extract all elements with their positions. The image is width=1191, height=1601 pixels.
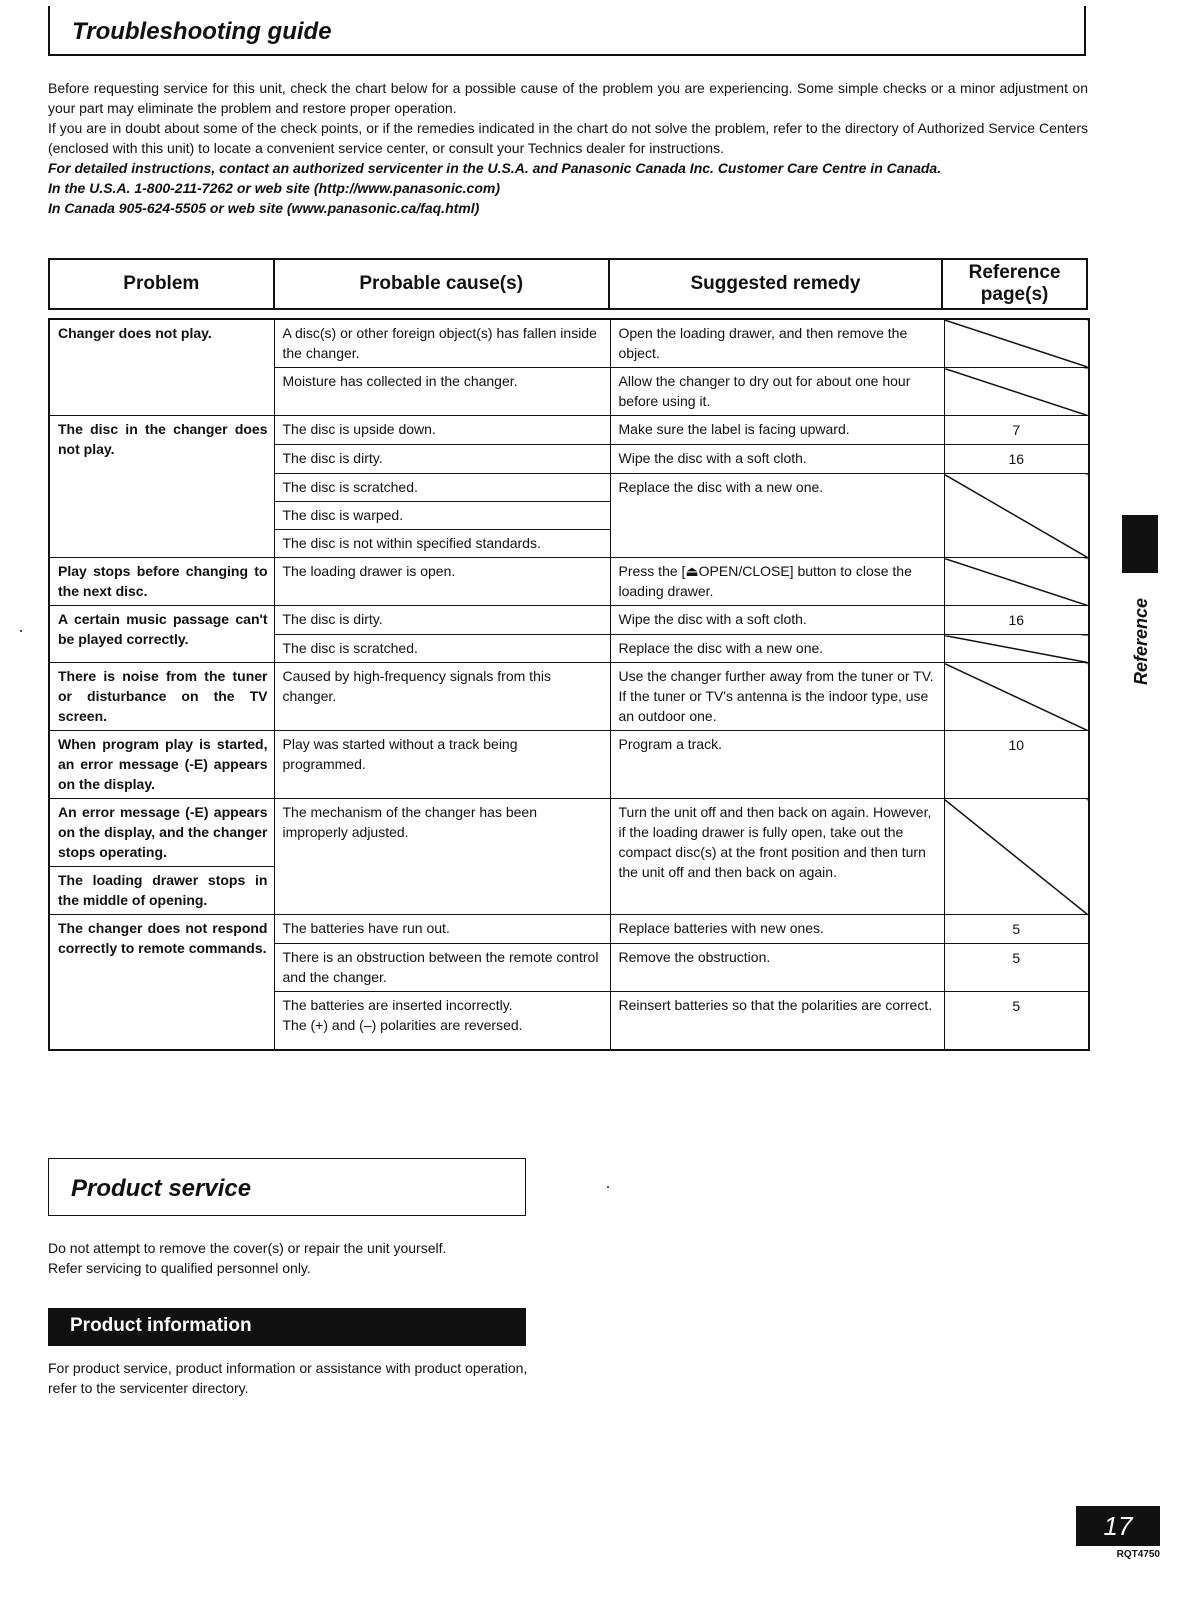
scan-dot <box>20 630 22 632</box>
section-tab-marker <box>1122 515 1158 573</box>
cause-cell: The loading drawer is open. <box>274 558 610 606</box>
reference-cell-empty <box>944 663 1089 731</box>
reference-cell-empty <box>944 558 1089 606</box>
cause-cell: Play was started without a track being programmed. <box>274 731 610 799</box>
cause-cell: The disc is upside down. <box>274 416 610 445</box>
service-line: Refer servicing to qualified personnel only. <box>48 1260 311 1276</box>
problem-cell: When program play is started, an error message (-E) appears on the display. <box>49 731 274 799</box>
intro-para-3: For detailed instructions, contact an authorized servicenter in the U.S.A. and Panasonic Canada Inc. Customer Care Centre in Canada. <box>48 160 942 176</box>
remedy-cell: Remove the obstruction. <box>610 944 944 992</box>
table-row <box>49 606 1089 635</box>
remedy-cell: Allow the changer to dry out for about one hour before using it. <box>610 368 944 416</box>
table-row <box>49 915 1089 944</box>
problem-cell: The disc in the changer does not play. <box>49 416 274 558</box>
document-code: RQT4750 <box>1116 1549 1160 1560</box>
remedy-line: Use the changer further away from the tuner or TV. <box>618 668 934 684</box>
reference-cell: 16 <box>944 606 1089 635</box>
product-service-title: Product service <box>71 1175 252 1202</box>
header-remedy: Suggested remedy <box>609 259 942 309</box>
service-line: Do not attempt to remove the cover(s) or repair the unit yourself. <box>48 1240 447 1256</box>
reference-cell: 16 <box>944 445 1089 474</box>
section-tab-label: Reference <box>1131 597 1151 685</box>
reference-cell-empty <box>944 319 1089 368</box>
cause-cell: The disc is dirty. <box>274 445 610 474</box>
cause-cell <box>274 992 610 1051</box>
intro-text <box>48 78 1088 218</box>
cause-cell: The disc is warped. <box>274 502 610 530</box>
intro-usa-contact: In the U.S.A. 1-800-211-7262 or web site (http://www.panasonic.com) <box>48 180 500 196</box>
table-row <box>49 731 1089 799</box>
remedy-cell: Wipe the disc with a soft cloth. <box>610 445 944 474</box>
reference-cell-empty <box>944 474 1089 558</box>
remedy-cell: Turn the unit off and then back on again. However, if the loading drawer is fully open, take out the compact disc(s) at the front position and then turn the unit off and then back on again. <box>610 799 944 915</box>
remedy-cell: Replace the disc with a new one. <box>610 635 944 663</box>
reference-cell: 10 <box>944 731 1089 799</box>
table-row <box>49 558 1089 606</box>
problem-cell: A certain music passage can't be played correctly. <box>49 606 274 663</box>
intro-para-1: Before requesting service for this unit, check the chart below for a possible cause of the problem you are experiencing. Some simple checks or a minor adjustment on your part may eliminate the problem and restore proper operation. <box>48 80 1088 116</box>
remedy-cell: Wipe the disc with a soft cloth. <box>610 606 944 635</box>
reference-cell-empty <box>944 635 1089 663</box>
intro-canada-contact: In Canada 905-624-5505 or web site (www.panasonic.ca/faq.html) <box>48 200 480 216</box>
cause-cell: The batteries have run out. <box>274 915 610 944</box>
problem-cell: The changer does not respond correctly to remote commands. <box>49 915 274 1051</box>
cause-cell: Moisture has collected in the changer. <box>274 368 610 416</box>
cause-cell: The disc is not within specified standards. <box>274 530 610 558</box>
problem-cell: Play stops before changing to the next disc. <box>49 558 274 606</box>
header-cause: Probable cause(s) <box>274 259 609 309</box>
cause-cell: The disc is scratched. <box>274 474 610 502</box>
header-reference: Reference page(s) <box>942 259 1087 309</box>
cause-line: The (+) and (–) polarities are reversed. <box>282 1017 523 1033</box>
problem-cell: Changer does not play. <box>49 319 274 416</box>
page-title: Troubleshooting guide <box>72 18 332 45</box>
product-information-text: For product service, product information or assistance with product operation, refer to the servicenter directory. <box>48 1360 528 1396</box>
reference-cell: 5 <box>944 992 1089 1051</box>
cause-cell: The disc is dirty. <box>274 606 610 635</box>
remedy-cell <box>610 663 944 731</box>
problem-cell: There is noise from the tuner or disturbance on the TV screen. <box>49 663 274 731</box>
remedy-cell: Replace batteries with new ones. <box>610 915 944 944</box>
reference-cell: 5 <box>944 944 1089 992</box>
cause-cell: A disc(s) or other foreign object(s) has fallen inside the changer. <box>274 319 610 368</box>
remedy-cell: Open the loading drawer, and then remove the object. <box>610 319 944 368</box>
reference-cell: 7 <box>944 416 1089 445</box>
cause-cell: The disc is scratched. <box>274 635 610 663</box>
troubleshooting-title-box <box>48 6 1086 56</box>
remedy-cell: Program a track. <box>610 731 944 799</box>
cause-cell: The mechanism of the changer has been improperly adjusted. <box>274 799 610 915</box>
remedy-cell: Reinsert batteries so that the polarities are correct. <box>610 992 944 1051</box>
page-number: 17 <box>1076 1506 1160 1546</box>
intro-para-2: If you are in doubt about some of the check points, or if the remedies indicated in the chart do not solve the problem, refer to the directory of Authorized Service Centers (enclosed with this unit) to locate a convenient service center, or consult your Technics dealer for instructions. <box>48 120 1088 156</box>
table-row <box>49 319 1089 368</box>
table-row <box>49 663 1089 731</box>
product-information-bar <box>48 1308 526 1346</box>
cause-line: The batteries are inserted incorrectly. <box>282 997 513 1013</box>
problem-cell: The loading drawer stops in the middle of opening. <box>49 867 274 915</box>
remedy-line: If the tuner or TV's antenna is the indoor type, use an outdoor one. <box>618 688 929 724</box>
header-problem: Problem <box>49 259 274 309</box>
reference-cell: 5 <box>944 915 1089 944</box>
table-row <box>49 416 1089 445</box>
table-row <box>49 799 1089 867</box>
product-service-text <box>48 1238 548 1278</box>
reference-cell-empty <box>944 799 1089 915</box>
remedy-cell: Replace the disc with a new one. <box>610 474 944 558</box>
troubleshooting-table <box>48 318 1090 1051</box>
product-service-box <box>48 1158 526 1216</box>
cause-cell: Caused by high-frequency signals from this changer. <box>274 663 610 731</box>
remedy-cell: Make sure the label is facing upward. <box>610 416 944 445</box>
reference-cell-empty <box>944 368 1089 416</box>
problem-cell: An error message (-E) appears on the display, and the changer stops operating. <box>49 799 274 867</box>
table-header <box>48 258 1088 310</box>
scan-dot <box>607 1186 609 1188</box>
product-information-title: Product information <box>70 1315 252 1336</box>
cause-cell: There is an obstruction between the remote control and the changer. <box>274 944 610 992</box>
remedy-cell: Press the [⏏OPEN/CLOSE] button to close the loading drawer. <box>610 558 944 606</box>
